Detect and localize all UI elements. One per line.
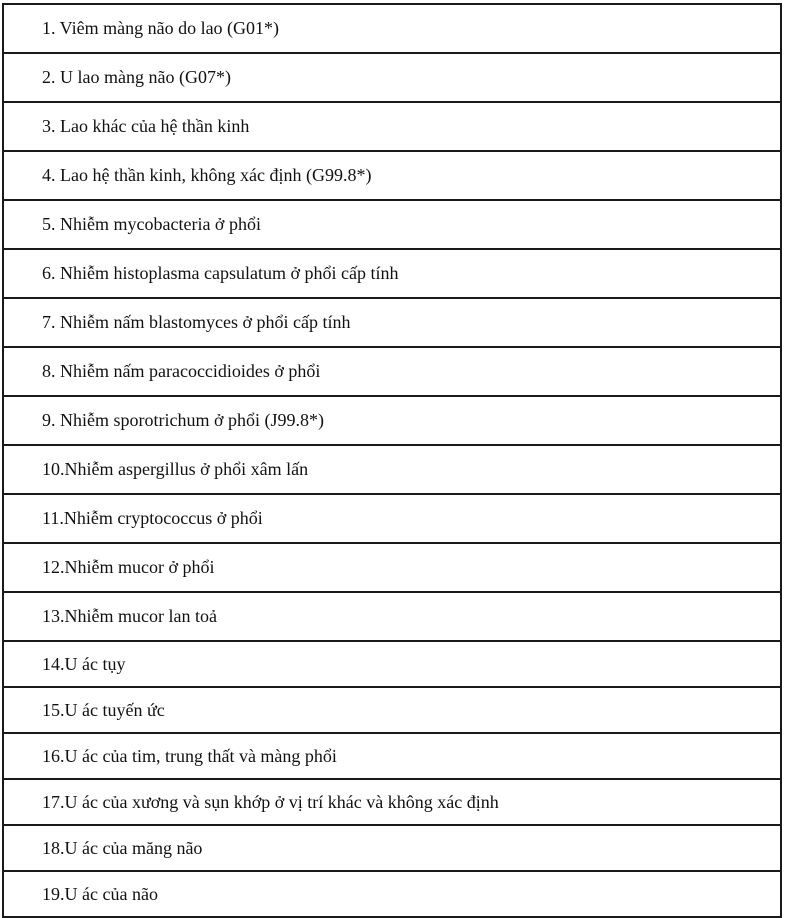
list-item: 8. Nhiễm nấm paracoccidioides ở phổi: [3, 347, 781, 396]
table-row: [3, 298, 781, 347]
table-row: [3, 779, 781, 825]
table-row: [3, 687, 781, 733]
list-item: 5. Nhiễm mycobacteria ở phổi: [3, 200, 781, 249]
list-item: 3. Lao khác của hệ thần kinh: [3, 102, 781, 151]
table-row: [3, 347, 781, 396]
list-item: 6. Nhiễm histoplasma capsulatum ở phổi cấp tính: [3, 249, 781, 298]
table-row: [3, 543, 781, 592]
list-item: 9. Nhiễm sporotrichum ở phổi (J99.8*): [3, 396, 781, 445]
list-item: 1. Viêm màng não do lao (G01*): [3, 4, 781, 53]
list-item: 11.Nhiễm cryptococcus ở phổi: [3, 494, 781, 543]
list-item: 14.U ác tụy: [3, 641, 781, 687]
table-row: [3, 396, 781, 445]
table-row: [3, 53, 781, 102]
list-item: 19.U ác của não: [3, 871, 781, 917]
list-item: 17.U ác của xương và sụn khớp ở vị trí khác và không xác định: [3, 779, 781, 825]
list-item: 4. Lao hệ thần kinh, không xác định (G99.8*): [3, 151, 781, 200]
table-row: [3, 4, 781, 53]
table-row: [3, 871, 781, 917]
list-item: 16.U ác của tim, trung thất và màng phổi: [3, 733, 781, 779]
disease-list-body: [3, 4, 781, 917]
list-item: 7. Nhiễm nấm blastomyces ở phổi cấp tính: [3, 298, 781, 347]
table-row: [3, 641, 781, 687]
table-row: [3, 733, 781, 779]
table-row: [3, 592, 781, 641]
list-item: 12.Nhiễm mucor ở phổi: [3, 543, 781, 592]
list-item: 10.Nhiễm aspergillus ở phổi xâm lấn: [3, 445, 781, 494]
table-row: [3, 494, 781, 543]
table-row: [3, 151, 781, 200]
table-row: [3, 200, 781, 249]
table-row: [3, 825, 781, 871]
list-item: 15.U ác tuyến ức: [3, 687, 781, 733]
table-row: [3, 102, 781, 151]
list-item: 2. U lao màng não (G07*): [3, 53, 781, 102]
list-item: 18.U ác của măng não: [3, 825, 781, 871]
list-item: 13.Nhiễm mucor lan toả: [3, 592, 781, 641]
disease-list-table: [2, 3, 782, 918]
table-row: [3, 445, 781, 494]
table-row: [3, 249, 781, 298]
